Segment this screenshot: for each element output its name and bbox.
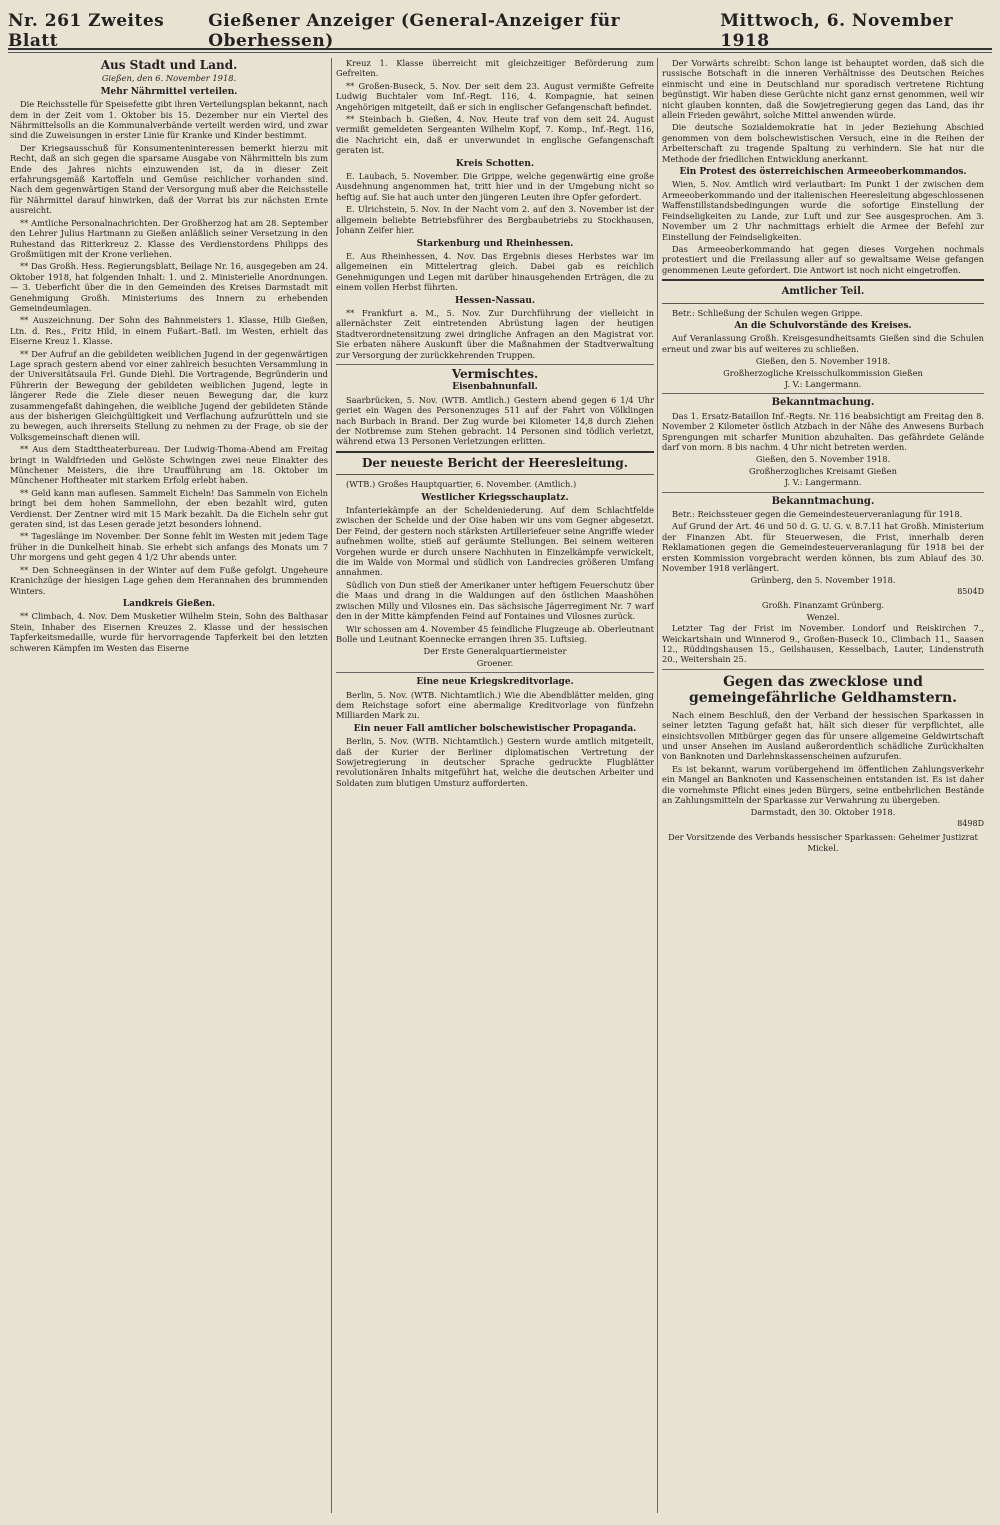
notice-date: Grünberg, den 5. November 1918. (750, 575, 896, 586)
article-heading: An die Schulvorstände des Kreises. (734, 320, 912, 331)
paragraph: ** Das Großh. Hess. Regierungsblatt, Beilage Nr. 16, ausgegeben am 24. Oktober 1918, hat folgenden Inhalt: 1. und 2. Ministerielle Anordnungen. — 3. Ueberficht über die in den Gemeinden des Kreises Darmstadt mit Genehmigung Großh. Ministeriums des Innern zu erhebenden Gemeindeumlagen. (10, 261, 328, 313)
separator (662, 669, 984, 670)
dateline: Gießen, den 6. November 1918. (101, 73, 237, 84)
paragraph: Letzter Tag der Frist im November. Londorf und Reiskirchen 7., Weickartshain und Winnerod 9., Großen-Buseck 10., Climbach 11., Saasen 12., Rüddingshausen 15., Geilshausen, Kesselbach, Lauter, Lindenstruth 20., Weitershain 25. (662, 623, 984, 665)
section-heading: Aus Stadt und Land. (100, 58, 238, 72)
article-heading: Ein neuer Fall amtlicher bolschewistischer Propaganda. (353, 723, 637, 734)
paragraph: Auf Veranlassung Großh. Kreisgesundheitsamts Gießen sind die Schulen erneut und zwar bis auf weiteres zu schließen. (662, 333, 984, 354)
paragraph: Berlin, 5. Nov. (WTB. Nichtamtlich.) Gestern wurde amtlich mitgeteilt, daß der Kurier der Berliner diplomatischen Vertretung der Sowjetregierung in deutscher Sprache gedruckte Flugblätter revolutionären Inhalts mitgeführt hat, welche die deutschen Arbeiter und Soldaten zum blutigen Umsturz aufforderten. (336, 736, 654, 788)
notice-date: Gießen, den 5. November 1918. (755, 356, 891, 367)
paragraph: Der Kriegsausschuß für Konsumenteninteressen bemerkt hierzu mit Recht, daß an sich gegen die sparsame Ausgabe von Nährmitteln bis zum Ende des Jahres nichts einzuwenden ist, da in dieser Zeit erfahrungsgemäß Kartoffeln und Gemüse reichlicher vorhanden sind. Nach dem gegenwärtigen Stand der Versorgung muß aber die Reichsstelle für Nährmittel darauf hinwirken, daß der Vorrat bis zur nächsten Ernte ausreicht. (10, 142, 328, 216)
notice-heading: Bekanntmachung. (771, 397, 875, 409)
notice-authority: Großherzogliches Kreisamt Gießen (749, 465, 897, 476)
signature-title: Der Erste Generalquartiermeister (423, 646, 567, 657)
paragraph: Die Reichsstelle für Speisefette gibt ihren Verteilungsplan bekannt, nach dem in der Zeit vom 1. Oktober bis 15. Dezember nur ein Viertel des Nährmittelsolls an die Kommunalverbände verteilt werden wird, und zwar sind die Zuweisungen in erster Linie für Kranke und Kinder bestimmt. (10, 99, 328, 141)
column-divider (331, 58, 332, 1513)
paragraph: ** Geld kann man auflesen. Sammelt Eicheln! Das Sammeln von Eicheln bringt bei dem hohen Sammellohn, der eben bezahlt wird, guten Verdienst. Der Zentner wird mit 15 Mark bezahlt. Da die Eicheln sehr gut geraten sind, ist das Lesen gerade jetzt besonders lohnend. (10, 487, 328, 530)
report-heading-box (336, 451, 654, 475)
paragraph: Betr.: Schließung der Schulen wegen Grippe. (672, 307, 863, 318)
separator (336, 364, 654, 365)
paragraph: Südlich von Dun stieß der Amerikaner unter heftigem Feuerschutz über die Maas und drang in die Waldungen auf den östlichen Maashöhen zwischen Milly und Vilosnes ein. Das sächsische Jägerregiment Nr. 7 warf den in der Mitte kämpfenden Feind auf Fontaines und Vilosnes zurück. (336, 579, 654, 622)
paragraph: ** Großen-Buseck, 5. Nov. Der seit dem 23. August vermißte Gefreite Ludwig Buchtaler vom Inf.-Regt. 116, 4. Kompagnie, hat seinen Angehörigen mitgeteilt, daß er sich in englischer Gefangenschaft befindet. (336, 80, 654, 112)
section-heading: Vermischtes. (451, 366, 539, 381)
notice-signature: Der Vorsitzende des Verbands hessischer Sparkassen: Geheimer Justizrat Mickel. (668, 832, 978, 853)
paragraph: Saarbrücken, 5. Nov. (WTB. Amtlich.) Gestern abend gegen 6 1/4 Uhr geriet ein Wagen des Personenzuges 511 auf der Fahrt von Völklingen nach Burbach in Brand. Der Zug wurde bei Kilometer 14,8 durch Ziehen der Notbremse zum Stehen gebracht. 14 Personen sind tödlich verletzt, während etwa 13 Personen Verletzungen erlitten. (336, 394, 654, 447)
paragraph: ** Steinbach b. Gießen, 4. Nov. Heute traf von dem seit 24. August vermißt gemeldeten Sergeanten Wilhelm Kopf, 7. Komp., Inf.-Regt. 116, die Nachricht ein, daß er unverwundet in englische Gefangenschaft geraten ist. (336, 114, 654, 156)
paragraph: Das Armeeoberkommando hat gegen dieses Vorgehen nochmals protestiert und die Freilassung aller auf so gewaltsame Weise gefangen genommenen Leute gefordert. Die Antwort ist noch nicht eingetroffen. (662, 243, 984, 275)
notice-date: Gießen, den 5. November 1918. (755, 454, 891, 465)
article-heading: Eisenbahnunfall. (452, 382, 538, 393)
official-heading: Amtlicher Teil. (781, 286, 865, 298)
large-heading: Gegen das zwecklose und gemeingefährliche Geldhamstern. (688, 673, 958, 706)
masthead-issue: Nr. 261 Zweites Blatt (8, 11, 165, 51)
column-1 (10, 58, 328, 1513)
paragraph: Kreuz 1. Klasse überreicht mit gleichzeitiger Beförderung zum Gefreiten. (336, 58, 654, 79)
paragraph: Auf Grund der Art. 46 und 50 d. G. U. G. v. 8.7.11 hat Großh. Ministerium der Finanzen Abt. für Steuerwesen, die Frist, innerhalb deren Reklamationen gegen die Gemeindesteuerveranlagung für 1918 bei der ersten Kommission vorgebracht werden können, bis zum Ablauf des 30. November 1918 verlängert. (662, 521, 984, 574)
paragraph: ** Aus dem Stadttheaterbureau. Der Ludwig-Thoma-Abend am Freitag bringt in Waldfrieden und Gelöste Schwingen zwei neue Einakter des Münchener Meisters, die ihre Uraufführung am 18. Oktober im Münchener Hoftheater mit starkem Erfolg erlebt haben. (10, 444, 328, 486)
paragraph: ** Tageslänge im November. Der Sonne fehlt im Westen mit jedem Tage früher in die Dunkelheit hinab. Sie erhebt sich anfangs des Monats um 7 Uhr morgens und geht gegen 4 1/2 Uhr abends unter. (10, 531, 328, 563)
paragraph: ** Frankfurt a. M., 5. Nov. Zur Durchführung der vielleicht in allernächster Zeit eintretenden Abrüstung lagen der heutigen Stadtverordnetensitzung zwei dringliche Anfragen an den Magistrat vor. Sie erbaten nähere Auskunft über die Maßnahmen der Stadtverwaltung zur Versorgung der zurückkehrenden Truppen. (336, 307, 654, 360)
paragraph: Das 1. Ersatz-Bataillon Inf.-Regts. Nr. 116 beabsichtigt am Freitag den 8. November 2 Kilometer östlich Atzbach in der Nähe des Anwesens Burbach Sprengungen mit scharfer Munition abzuhalten. Das gefährdete Gelände darf von morn. 8 bis nachm. 4 Uhr nicht betreten werden. (662, 410, 984, 452)
paragraph: ** Amtliche Personalnachrichten. Der Großherzog hat am 28. September den Lehrer Julius Hartmann zu Gießen anläßlich seiner Versetzung in den Ruhestand das Ritterkreuz 2. Klasse des Verdienstordens Philipps des Großmütigen mit der Krone verliehen. (10, 217, 328, 259)
masthead-rule (8, 52, 992, 53)
signature-name: Groener. (476, 657, 514, 668)
article-heading: Ein Protest des österreichischen Armeeoberkommandos. (679, 167, 967, 178)
article-heading: Eine neue Kriegskreditvorlage. (416, 677, 574, 688)
column-divider (657, 58, 658, 1513)
paragraph: Wien, 5. Nov. Amtlich wird verlautbart: Im Punkt 1 der zwischen dem Armeeoberkommando und der italienischen Heeresleitung abgeschlossenen Waffenstillstandsbedingungen wurde die sofortige Einstellung der Feindseligkeiten zu Lande, zur Luft und zur See ausgesprochen. Am 3. November um 2 Uhr nachmittags erhielt die Armee der Befehl zur Einstellung der Feindseligkeiten. (662, 179, 984, 242)
paragraph: Es ist bekannt, warum vorübergehend im öffentlichen Zahlungsverkehr ein Mangel an Banknoten und Kassenscheinen entstanden ist. Es ist daher die vornehmste Pflicht eines jeden Bürgers, seine entbehrlichen Bestände an Zahlungsmitteln der Sparkasse zur Verwahrung zu übergeben. (662, 763, 984, 805)
separator (336, 672, 654, 673)
masthead-title: Gießener Anzeiger (General-Anzeiger für Oberhessen) (208, 11, 621, 51)
article-heading: Mehr Nährmittel verteilen. (100, 86, 238, 97)
paragraph: Die deutsche Sozialdemokratie hat in jeder Beziehung Abschied genommen von dem bolschewistischen Versuch, eine in die Reihen der Arbeiterschaft zu tragende Spaltung zu verhindern. Sie hat nur die Methode der friedlichen Entwicklung anerkannt. (662, 122, 984, 164)
paragraph: Berlin, 5. Nov. (WTB. Nichtamtlich.) Wie die Abendblätter melden, ging dem Reichstage sofort eine abermalige Kreditvorlage von fünfzehn Milliarden Mark zu. (336, 689, 654, 721)
paragraph: Wir schossen am 4. November 45 feindliche Flugzeuge ab. Oberleutnant Bolle und Leutnant Koennecke errangen ihren 35. Luftsieg. (336, 623, 654, 644)
paragraph: E. Laubach, 5. November. Die Grippe, welche gegenwärtig eine große Ausdehnung angenommen hat, tritt hier und in der Umgebung nicht so heftig auf. Sie hat auch unter den jüngeren Leuten ihre Opfer gefordert. (336, 171, 654, 202)
article-heading: Starkenburg und Rheinhessen. (416, 238, 574, 249)
notice-date: Darmstadt, den 30. Oktober 1918. (750, 807, 896, 818)
masthead (8, 11, 992, 51)
separator (662, 492, 984, 493)
paragraph: ** Climbach, 4. Nov. Dem Musketier Wilhelm Stein, Sohn des Balthasar Stein, Inhaber des Eisernen Kreuzes 2. Klasse und der hessischen Tapferkeitsmedaille, wurde für hervorragende Tapferkeit bei den letzten schweren Kämpfen im Westen das Eiserne (10, 611, 328, 653)
column-2 (336, 58, 654, 1513)
article-heading: Hessen-Nassau. (454, 295, 536, 306)
notice-signature: J. V.: Langermann. (784, 378, 862, 389)
notice-authority: Großh. Finanzamt Grünberg. (761, 600, 885, 611)
paragraph: E. Ulrichstein, 5. Nov. In der Nacht vom 2. auf den 3. November ist der allgemein beliebte Betriebsführer des Bergbaubetriebs zu Stockhausen, Johann Zeifer hier. (336, 204, 654, 236)
paragraph: ** Der Aufruf an die gebildeten weiblichen Jugend in der gegenwärtigen Lage sprach gestern abend vor einer zahlreich besuchten Versammlung in der Universitätsaula Frl. Gunde Diehl. Die Vortragende, Begründerin und Führerin der Bewegung der gebildeten weiblichen Jugend, legte in längerer Rede die Ziele dieser neuen Bewegung dar, die kurz zusammengefaßt dahingehen, die weibliche Jugend der gebildeten Stände aus der bisherigen Gleichgültigkeit und Verflachung aufzurütteln und sie zu bewegen, auch ihrerseits Stellung zu nehmen zu der Frage, ob sie der Volksgemeinschaft dienen will. (10, 348, 328, 442)
official-section-box (662, 279, 984, 303)
notice-heading: Bekanntmachung. (771, 495, 875, 507)
paragraph: Infanteriekämpfe an der Scheldeniederung. Auf dem Schlachtfelde zwischen der Schelde und der Oise haben wir uns vom Gegner abgesetzt. Der Feind, der gestern noch stärksten Artilleriefeuer seine Angriffe wieder aufnehmen wollte, stieß auf geräumte Stellungen. Bei seinem weiteren Vorgehen wurde er durch unsere Nachhuten in Einzelkämpfe verwickelt, die im Walde von Mormal und südlich von Landrecies größeren Umfang annahmen. (336, 505, 654, 578)
notice-signature: J. V.: Langermann. (784, 477, 862, 488)
paragraph: Betr.: Reichssteuer gegen die Gemeindesteuerveranlagung für 1918. (672, 509, 963, 520)
notice-signature: Wenzel. (806, 611, 840, 622)
paragraph: (WTB.) Großes Hauptquartier, 6. November. (Amtlich.) (346, 479, 577, 490)
paragraph: Der Vorwärts schreibt: Schon lange ist behauptet worden, daß sich die russische Botschaft in die inneren Verhältnisse des Deutschen Reiches einmischt und eine in Deutschland nur sporadisch vertretene Richtung begünstigt. Wir haben diese Gerüchte nicht ganz ernst genommen, weil wir nicht glauben konnten, daß die Sowjetregierung gegen das Land, das ihr allein Frieden gewährt, solche Mittel anwenden würde. (662, 58, 984, 121)
column-3 (662, 58, 984, 1513)
paragraph: ** Auszeichnung. Der Sohn des Bahnmeisters 1. Klasse, Hilb Gießen, Ltn. d. Res., Fritz Hild, in einem Fußart.-Batl. im Westen, erhielt das Eiserne Kreuz 1. Klasse. (10, 315, 328, 347)
notice-reference: 8498D (957, 818, 984, 828)
separator (662, 393, 984, 394)
article-heading: Kreis Schotten. (455, 158, 535, 169)
masthead-date: Mittwoch, 6. November 1918 (720, 11, 954, 51)
paragraph: ** Den Schneegänsen in der Winter auf dem Fuße gefolgt. Ungeheure Kranichzüge der hiesigen Lage gehen dem Herannahen des brummenden Winters. (10, 564, 328, 596)
paragraph: Nach einem Beschluß, den der Verband der hessischen Sparkassen in seiner letzten Tagung gefaßt hat, hält sich dieser für verpflichtet, alle einsichtsvollen Mitbürger gegen das für unsere allgemeine Geldwirtschaft und unser Ansehen im Ausland außerordentlich schädliche Zurückhalten von Banknoten und Darlehnskassenscheinen aufzurufen. (662, 709, 984, 762)
article-heading: Westlicher Kriegsschauplatz. (421, 492, 569, 503)
report-heading: Der neueste Bericht der Heeresleitung. (362, 455, 628, 470)
article-heading: Landkreis Gießen. (122, 598, 216, 609)
notice-reference: 8504D (957, 586, 984, 596)
paragraph: E. Aus Rheinhessen, 4. Nov. Das Ergebnis dieses Herbstes war im allgemeinen ein Mittelertrag gleich. Dabei gab es reichlich Genehmigungen und Legen mit darüber hinausgehenden Erträgen, die zu einem vollen Herbst führten. (336, 250, 654, 293)
notice-authority: Großherzogliche Kreisschulkommission Gießen (723, 367, 923, 378)
